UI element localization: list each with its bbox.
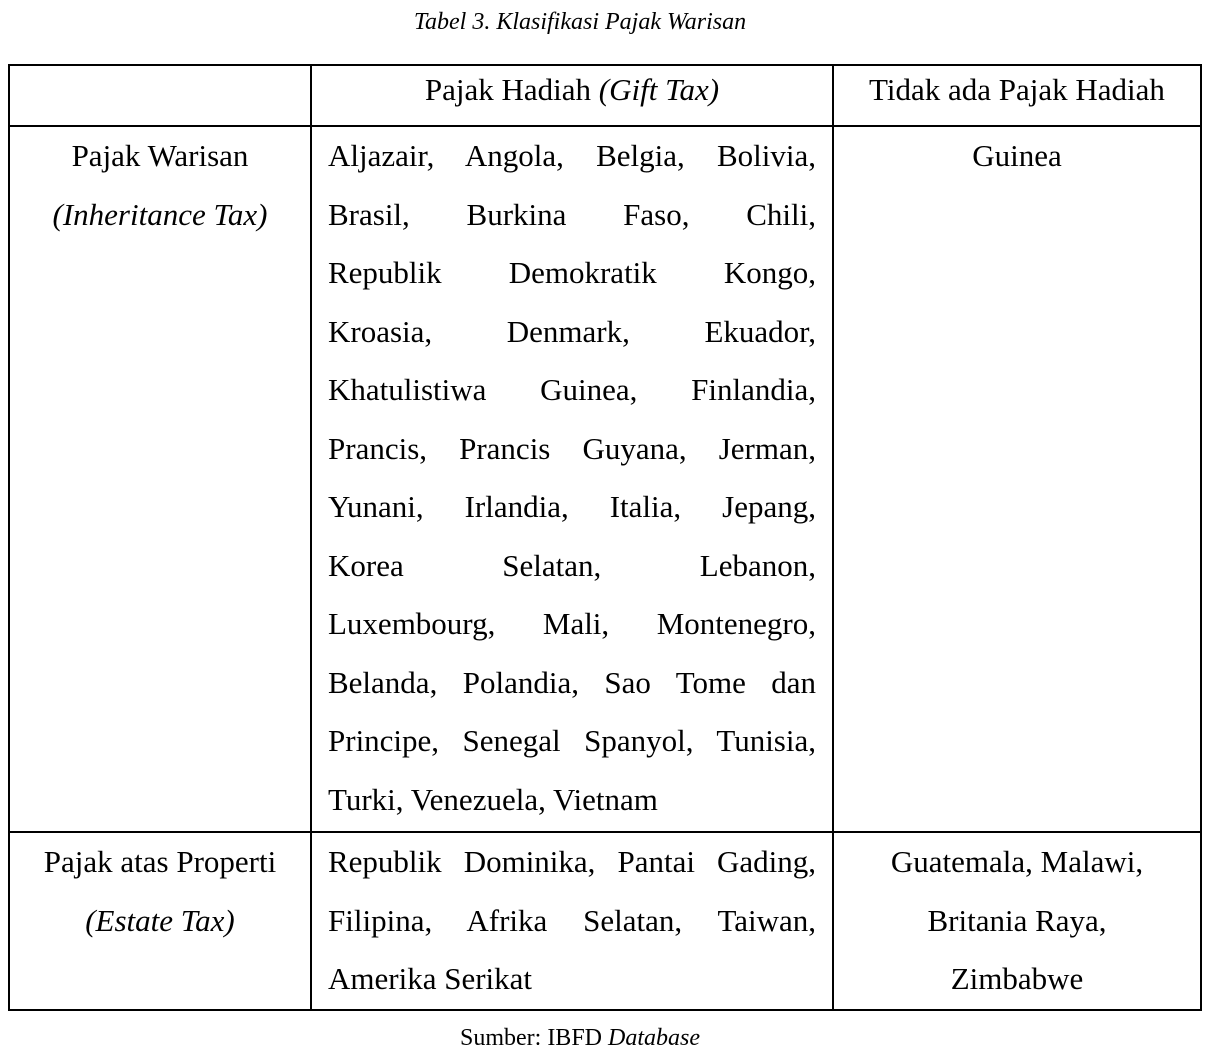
country-line: Luxembourg, Mali, Montenegro, xyxy=(328,606,816,641)
table-header-row xyxy=(9,65,1201,126)
source-label: Sumber: IBFD xyxy=(459,1025,608,1051)
header-gift-tax-italic: (Gift Tax) xyxy=(598,72,720,107)
inheritance-tax-table xyxy=(8,64,1202,1011)
country-line: Filipina, Afrika Selatan, Taiwan, xyxy=(328,902,816,938)
table-caption: Tabel 3. Klasifikasi Pajak Warisan xyxy=(413,9,747,35)
country-line: Guinea xyxy=(972,138,1062,173)
country-line: Belanda, Polandia, Sao Tome dan xyxy=(328,664,816,700)
category-cell-estate xyxy=(9,832,311,1010)
category-italic: (Inheritance Tax) xyxy=(52,196,268,232)
country-line: Zimbabwe xyxy=(950,961,1084,996)
category-label: Pajak Warisan xyxy=(71,138,249,173)
category-label: Pajak atas Properti xyxy=(43,844,277,879)
gift-tax-countries-cell xyxy=(311,832,833,1010)
country-line: Amerika Serikat xyxy=(328,961,533,996)
source-note xyxy=(0,1022,1160,1054)
country-line: Guatemala, Malawi, xyxy=(890,844,1144,879)
category-italic: (Estate Tax) xyxy=(85,902,235,938)
country-line: Aljazair, Angola, Belgia, Bolivia, xyxy=(328,138,816,173)
country-line: Khatulistiwa Guinea, Finlandia, xyxy=(328,372,816,407)
header-empty-cell xyxy=(9,65,311,126)
country-line: Kroasia, Denmark, Ekuador, xyxy=(328,313,816,349)
no-gift-tax-countries-cell xyxy=(833,126,1201,832)
header-gift-tax-label: Pajak Hadiah xyxy=(424,72,599,107)
table-row xyxy=(9,126,1201,832)
country-line: Britania Raya, xyxy=(927,902,1107,938)
country-line: Korea Selatan, Lebanon, xyxy=(328,547,816,583)
country-line: Principe, Senegal Spanyol, Tunisia, xyxy=(328,723,816,758)
country-line: Republik Dominika, Pantai Gading, xyxy=(328,844,816,879)
no-gift-tax-countries-cell xyxy=(833,832,1201,1010)
category-cell-inheritance xyxy=(9,126,311,832)
header-gift-tax xyxy=(311,65,833,126)
gift-tax-countries-cell xyxy=(311,126,833,832)
source-italic: Database xyxy=(608,1025,700,1051)
country-line: Yunani, Irlandia, Italia, Jepang, xyxy=(328,489,816,524)
country-line: Turki, Venezuela, Vietnam xyxy=(328,781,658,817)
country-line: Republik Demokratik Kongo, xyxy=(328,255,816,290)
table-row xyxy=(9,832,1201,1010)
header-no-gift-tax: Tidak ada Pajak Hadiah xyxy=(833,65,1201,126)
country-line: Prancis, Prancis Guyana, Jerman, xyxy=(328,430,816,466)
country-line: Brasil, Burkina Faso, Chili, xyxy=(328,196,816,232)
